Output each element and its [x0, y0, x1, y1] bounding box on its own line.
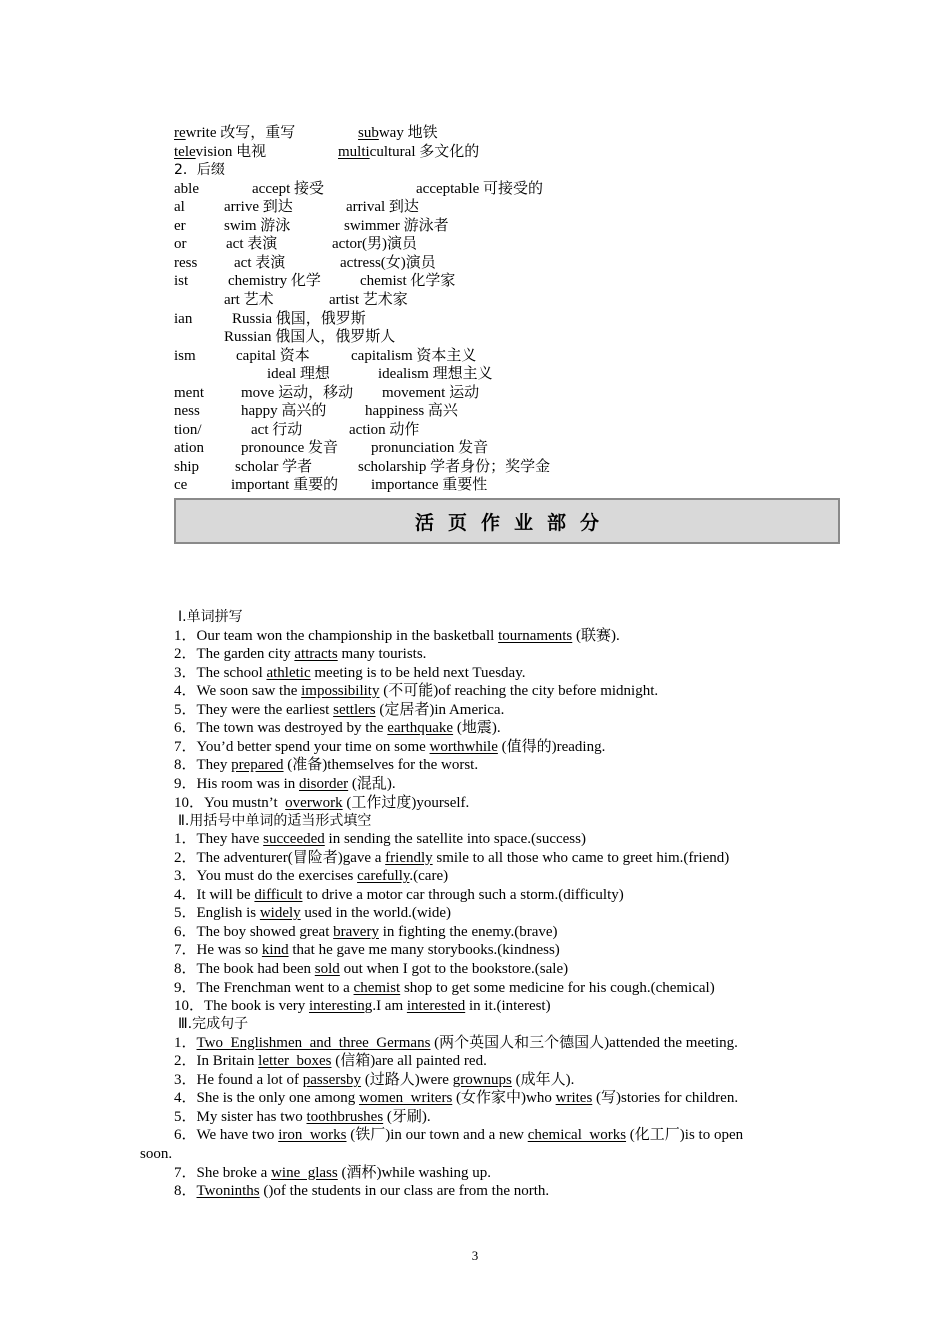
base-word: Russian 俄国人，俄罗斯人 — [224, 329, 396, 346]
item-text: 3．The school — [174, 664, 267, 681]
section3-item — [174, 1089, 738, 1107]
item-text: ()of the students in our class are from the north. — [259, 1183, 550, 1200]
word-rest: vision 电视 — [195, 143, 267, 160]
derived-word: pronunciation 发音 — [371, 440, 489, 457]
suffix-heading — [174, 161, 225, 179]
item-text: 9．His room was in — [174, 775, 299, 792]
item-text: (准备)themselves for the worst. — [283, 757, 479, 774]
prefix-part: tele — [174, 143, 196, 160]
item-text: (成年人). — [511, 1071, 575, 1088]
item-text: 5．My sister has two — [174, 1108, 307, 1125]
item-text: used in the world.(wide) — [300, 905, 452, 922]
derived-word: movement 运动 — [382, 384, 480, 401]
base-word: Russia 俄国，俄罗斯 — [232, 310, 366, 327]
derived-word: actor(男)演员 — [332, 236, 417, 253]
item-text: (两个英国人和三个德国人)attended the meeting. — [430, 1034, 738, 1051]
heading-text: Ⅱ.用括号中单词的适当形式填空 — [178, 812, 372, 829]
section2-item — [174, 867, 448, 885]
item-text: 10．The book is very — [174, 998, 309, 1015]
item-text: 6．The town was destroyed by the — [174, 720, 388, 737]
item-text: 1． — [174, 1034, 197, 1051]
section1-item — [174, 645, 426, 663]
base-word: scholar 学者 — [235, 458, 313, 475]
suffix-label: tion/ — [174, 421, 202, 438]
section3-item — [174, 1052, 487, 1070]
base-word: swim 游泳 — [224, 217, 291, 234]
base-word: accept 接受 — [252, 180, 325, 197]
heading-text: 2．后缀 — [174, 162, 225, 179]
page-number: 3 — [471, 1248, 479, 1263]
answer-blank: Twoninths — [196, 1183, 260, 1200]
answer-blank: Two Englishmen and three Germans — [196, 1034, 431, 1051]
item-text: 6．The boy showed great — [174, 923, 334, 940]
heading-text: Ⅲ.完成句子 — [178, 1016, 249, 1033]
answer-blank: worthwhile — [429, 738, 498, 755]
base-word: art 艺术 — [224, 291, 274, 308]
derived-word: happiness 高兴 — [365, 403, 458, 420]
section2-heading — [178, 812, 371, 830]
banner-title: 活页作业部分 — [414, 511, 613, 534]
item-text: 1．They have — [174, 831, 264, 848]
homework-banner — [174, 498, 840, 544]
base-word: pronounce 发音 — [241, 440, 339, 457]
item-text: 8．The book had been — [174, 960, 315, 977]
item-text: meeting is to be held next Tuesday. — [310, 664, 526, 681]
derived-word: idealism 理想主义 — [378, 366, 493, 383]
answer-blank: letter boxes — [258, 1053, 332, 1070]
suffix-label: ce — [174, 477, 188, 494]
answer-blank: chemist — [353, 979, 401, 996]
prefix-part: multi — [338, 143, 370, 160]
answer-blank: overwork — [285, 794, 343, 811]
item-text: 9．The Frenchman went to a — [174, 979, 354, 996]
word-rest: way 地铁 — [378, 125, 438, 141]
item-text: 8． — [174, 1183, 197, 1200]
answer-blank: attracts — [294, 646, 338, 663]
item-text: 4．It will be — [174, 886, 255, 903]
item-text: (联赛). — [572, 627, 620, 644]
section3-item — [174, 1164, 491, 1182]
suffix-label: al — [174, 199, 185, 216]
base-word: chemistry 化学 — [228, 273, 321, 290]
prefix-part: re — [174, 125, 186, 141]
prefix-word — [174, 124, 295, 142]
base-word: act 行动 — [251, 421, 303, 438]
item-text: 5．English is — [174, 905, 260, 922]
item-text: 5．They were the earliest — [174, 701, 334, 718]
item-text: (工作过度)yourself. — [342, 794, 470, 811]
item-text: out when I got to the bookstore.(sale) — [339, 960, 569, 977]
suffix-label: or — [174, 236, 187, 253]
section1-heading — [178, 608, 243, 626]
answer-blank: succeeded — [263, 831, 325, 848]
section1-item — [174, 719, 501, 737]
answer-blank: friendly — [385, 849, 433, 866]
section3-item — [174, 1126, 743, 1144]
section2-item — [174, 960, 568, 978]
item-text: 3．He found a lot of — [174, 1071, 303, 1088]
item-text: in it.(interest) — [465, 998, 551, 1015]
section3-heading — [178, 1015, 248, 1033]
suffix-label: ation — [174, 440, 204, 457]
item-text: 6．We have two — [174, 1127, 279, 1144]
section2-item — [174, 941, 560, 959]
item-text: 1．Our team won the championship in the basketball — [174, 627, 499, 644]
base-word: act 表演 — [234, 254, 286, 271]
section1-item — [174, 775, 396, 793]
base-word: capital 资本 — [236, 347, 310, 364]
item-text: (化工厂)is to open — [626, 1127, 744, 1144]
item-text: soon. — [140, 1145, 173, 1162]
item-text: (定居者)in America. — [375, 701, 505, 718]
section1-item — [174, 682, 658, 700]
item-text: 2．The garden city — [174, 646, 295, 663]
section3-item — [140, 1145, 172, 1163]
item-text: .(care) — [409, 868, 449, 885]
answer-blank: widely — [259, 905, 301, 922]
item-text: 7．You’d better spend your time on some — [174, 738, 430, 755]
item-text: 2．In Britain — [174, 1053, 259, 1070]
word-rest: cultural 多文化的 — [369, 143, 480, 160]
answer-blank: toothbrushes — [306, 1108, 384, 1125]
item-text: that he gave me many storybooks.(kindness) — [288, 942, 560, 959]
item-text: (过路人)were — [361, 1071, 453, 1088]
suffix-label: ist — [174, 273, 189, 290]
item-text: 4．She is the only one among — [174, 1090, 359, 1107]
answer-blank: difficult — [254, 886, 303, 903]
section2-item — [174, 904, 451, 922]
section3-item — [174, 1182, 549, 1200]
prefix-word — [338, 143, 479, 161]
section3-item — [174, 1034, 738, 1052]
derived-word: capitalism 资本主义 — [351, 347, 477, 364]
answer-blank: sold — [314, 960, 340, 977]
item-text: smile to all those who came to greet him.(friend) — [432, 849, 730, 866]
answer-blank: carefully — [357, 868, 410, 885]
item-text: (酒杯)while washing up. — [337, 1164, 492, 1181]
answer-blank: wine glass — [271, 1164, 338, 1181]
section1-item — [174, 664, 525, 682]
derived-word: importance 重要性 — [371, 477, 488, 494]
suffix-label: ism — [174, 347, 196, 364]
item-text: shop to get some medicine for his cough.(chemical) — [400, 979, 715, 996]
suffix-label: ship — [174, 458, 200, 475]
suffix-label: ress — [174, 254, 198, 271]
section3-item — [174, 1071, 574, 1089]
answer-blank: passersby — [302, 1071, 362, 1088]
derived-word: swimmer 游泳者 — [344, 217, 449, 234]
derived-word: action 动作 — [349, 421, 420, 438]
item-text: (写)stories for children. — [592, 1090, 739, 1107]
suffix-label: er — [174, 217, 186, 234]
item-text: (铁厂)in our town and a new — [346, 1127, 528, 1144]
word-rest: write 改写，重写 — [185, 125, 296, 141]
derived-word: chemist 化学家 — [360, 273, 456, 290]
answer-blank: iron works — [278, 1127, 347, 1144]
base-word: arrive 到达 — [224, 199, 293, 216]
derived-word: acceptable 可接受的 — [416, 180, 544, 197]
item-text: in sending the satellite into space.(success) — [324, 831, 586, 848]
answer-blank: settlers — [333, 701, 376, 718]
item-text: .I am — [372, 998, 407, 1015]
section1-item — [174, 738, 605, 756]
answer-blank: grownups — [452, 1071, 512, 1088]
section2-item — [174, 997, 551, 1015]
item-text: (值得的)reading. — [497, 738, 606, 755]
answer-blank: impossibility — [301, 683, 380, 700]
item-text: 4．We soon saw the — [174, 683, 302, 700]
answer-blank: interesting — [308, 998, 373, 1015]
item-text: many tourists. — [337, 646, 427, 663]
item-text: (牙刷). — [383, 1108, 431, 1125]
section2-item — [174, 830, 586, 848]
item-text: to drive a motor car through such a storm.(difficulty) — [302, 886, 624, 903]
base-word: move 运动，移动 — [241, 384, 354, 401]
item-text: 7．He was so — [174, 942, 262, 959]
section1-item — [174, 794, 469, 812]
answer-blank: earthquake — [387, 720, 454, 737]
item-text: (地震). — [453, 720, 501, 737]
suffix-label: able — [174, 180, 199, 197]
suffix-label: ness — [174, 403, 200, 420]
answer-blank: chemical works — [527, 1127, 627, 1144]
item-text: 8．They — [174, 757, 232, 774]
item-text: in fighting the enemy.(brave) — [378, 923, 558, 940]
base-word: happy 高兴的 — [241, 403, 327, 420]
derived-word: arrival 到达 — [346, 199, 419, 216]
section3-item — [174, 1108, 431, 1126]
derived-word: artist 艺术家 — [329, 291, 408, 308]
section2-item — [174, 979, 715, 997]
answer-blank: bravery — [333, 923, 379, 940]
item-text: (混乱). — [348, 775, 396, 792]
item-text: 7．She broke a — [174, 1164, 272, 1181]
answer-blank: prepared — [231, 757, 284, 774]
derived-word: actress(女)演员 — [340, 254, 436, 271]
suffix-label: ment — [174, 384, 204, 401]
section1-item — [174, 756, 478, 774]
answer-blank: kind — [261, 942, 289, 959]
item-text: 2．The adventurer(冒险者)gave a — [174, 849, 386, 866]
item-text: (信箱)are all painted red. — [331, 1053, 487, 1070]
prefix-part: sub — [358, 125, 379, 141]
answer-blank: tournaments — [498, 627, 573, 644]
base-word: important 重要的 — [231, 477, 339, 494]
answer-blank: athletic — [266, 664, 311, 681]
suffix-label: ian — [174, 310, 193, 327]
item-text: (女作家中)who — [452, 1090, 556, 1107]
section1-item — [174, 627, 620, 645]
section1-item — [174, 701, 504, 719]
heading-text: Ⅰ.单词拼写 — [178, 609, 243, 625]
answer-blank: interested — [406, 998, 466, 1015]
answer-blank: women writers — [358, 1090, 453, 1107]
base-word: act 表演 — [226, 236, 278, 253]
answer-blank: disorder — [299, 775, 349, 792]
answer-blank: writes — [555, 1090, 593, 1107]
section2-item — [174, 886, 624, 904]
prefix-word — [174, 143, 266, 161]
prefix-word — [358, 124, 438, 142]
base-word: ideal 理想 — [267, 366, 330, 383]
item-text: 3．You must do the exercises — [174, 868, 358, 885]
derived-word: scholarship 学者身份；奖学金 — [358, 458, 551, 475]
item-text: (不可能)of reaching the city before midnight. — [379, 683, 659, 700]
item-text: 10．You mustn’t — [174, 794, 286, 811]
section2-item — [174, 849, 729, 867]
section2-item — [174, 923, 558, 941]
